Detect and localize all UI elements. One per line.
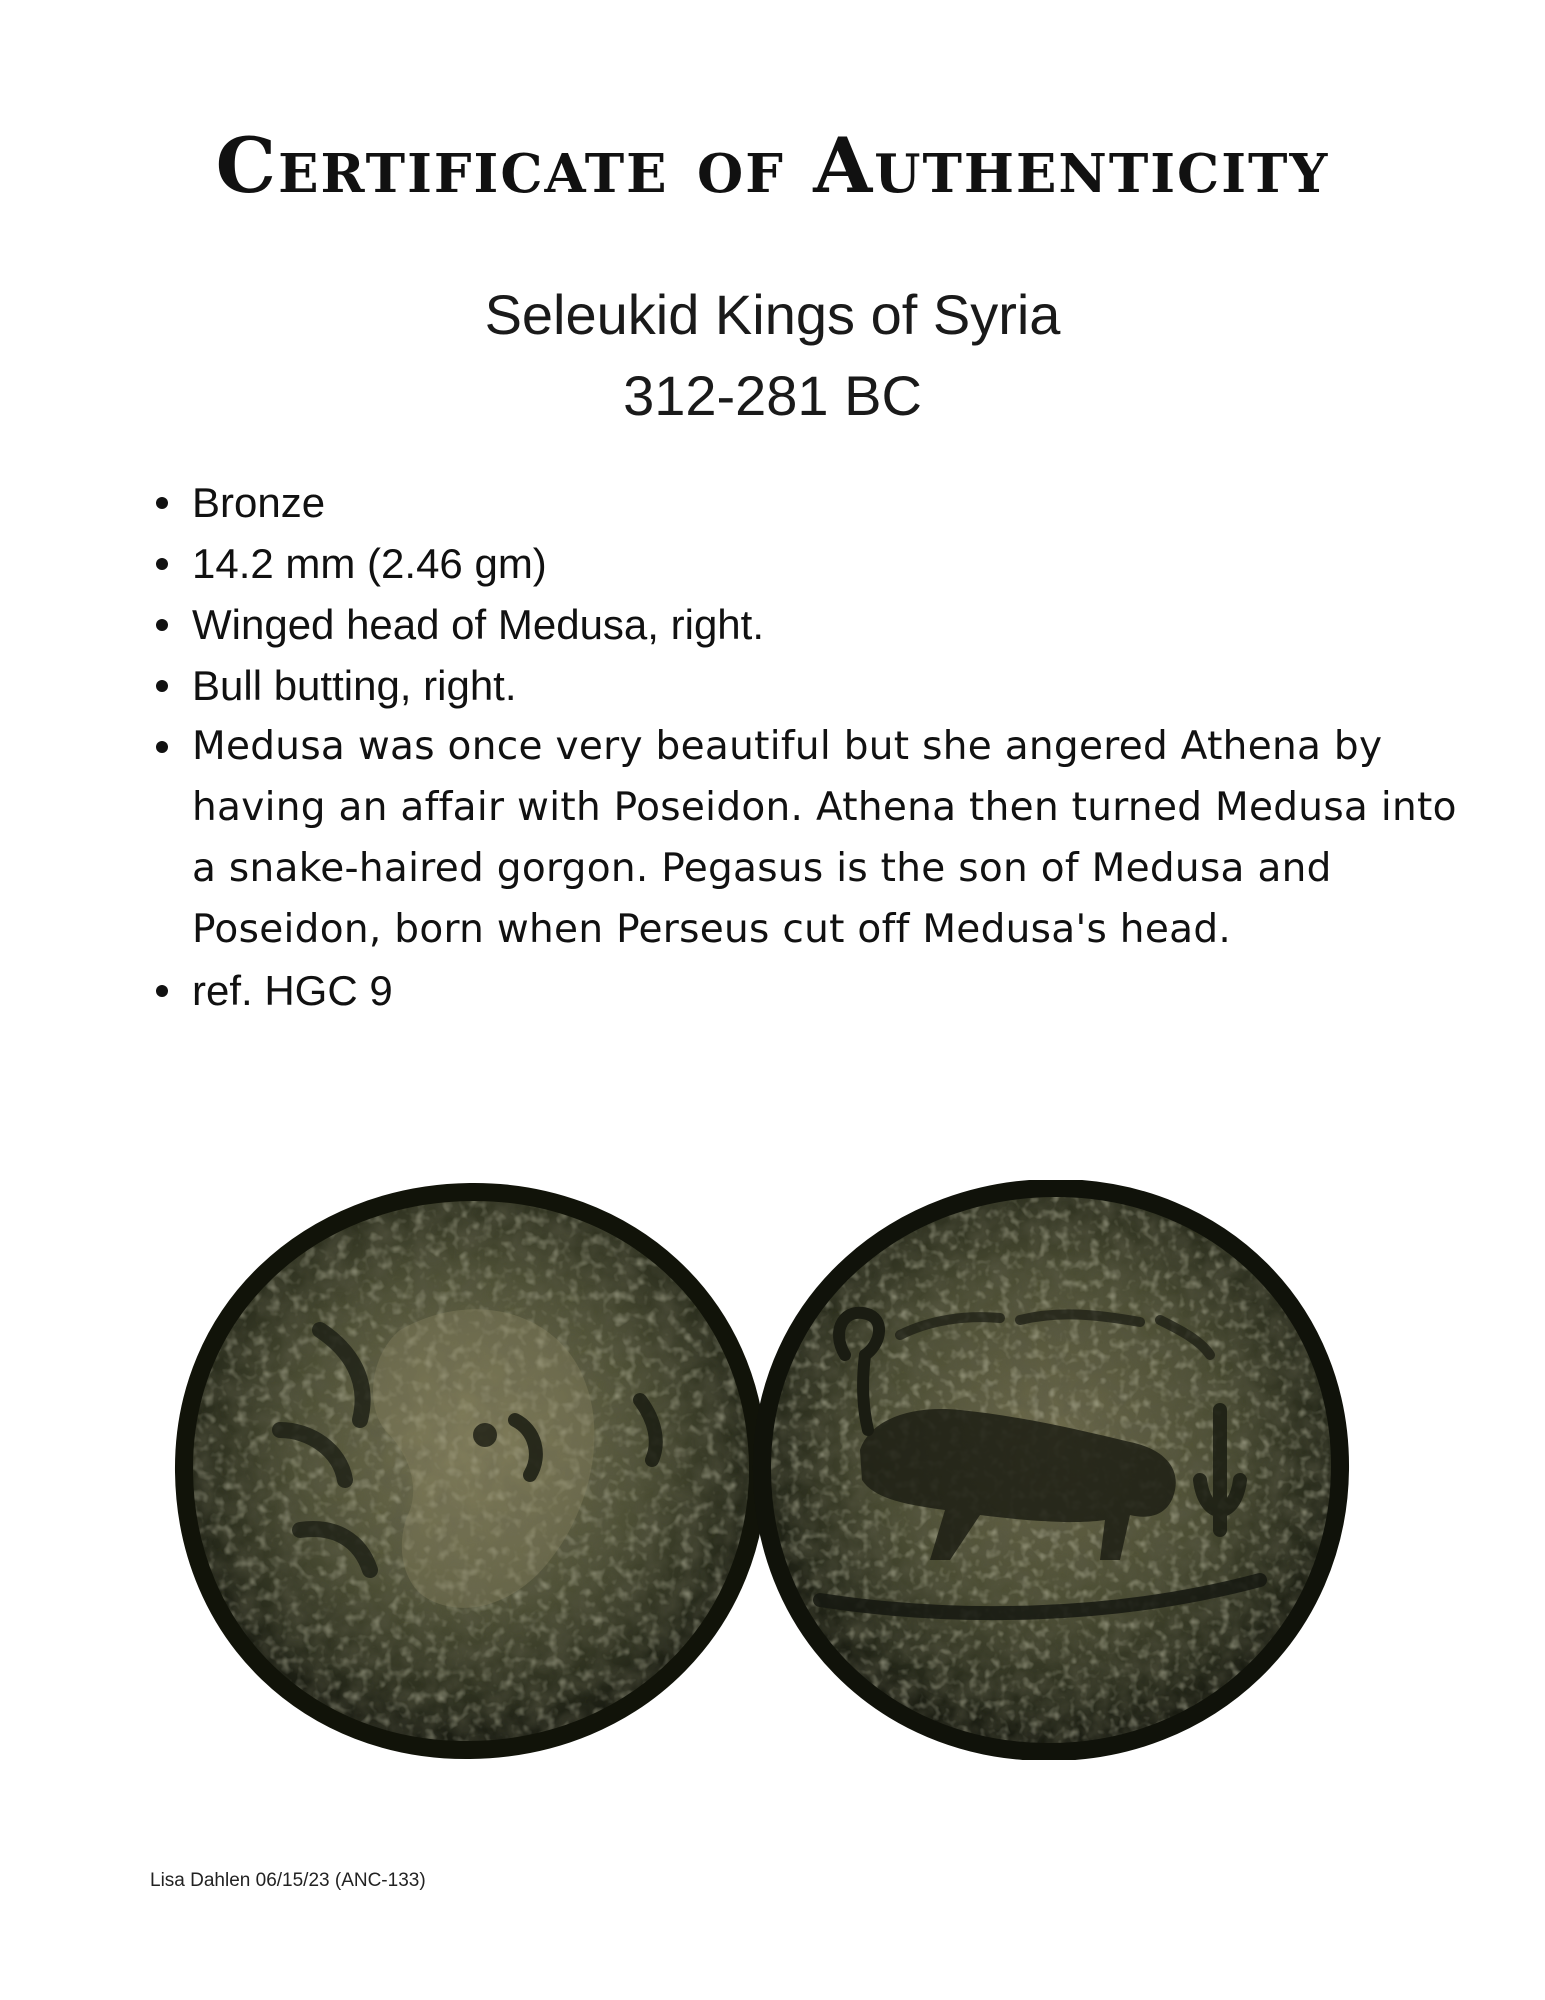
- detail-obverse: Winged head of Medusa, right.: [192, 594, 1462, 655]
- coin-photo: [170, 1180, 1350, 1760]
- detail-reverse: Bull butting, right.: [192, 655, 1462, 716]
- subtitle-dynasty: Seleukid Kings of Syria: [484, 283, 1061, 346]
- details-list: [150, 472, 1462, 1021]
- subtitle-date: 312-281 BC: [623, 364, 922, 427]
- coin-reverse-butting-bull-icon: [750, 1180, 1350, 1760]
- detail-size-weight: 14.2 mm (2.46 gm): [192, 533, 1462, 594]
- footer-signature: Lisa Dahlen 06/15/23 (ANC-133): [150, 1870, 426, 1891]
- certificate-title: Certificate of Authenticity: [215, 121, 1330, 210]
- coin-obverse-medusa-head-icon: [170, 1180, 770, 1760]
- detail-metal: Bronze: [192, 472, 1462, 533]
- detail-reference: ref. HGC 9: [192, 960, 1462, 1021]
- detail-description: Medusa was once very beautiful but she angered Athena by having an affair with Poseidon. Athena then turned Medusa into a snake-haired gorgon. Pegasus is the son of Medusa and Poseidon, born when Perseus cut off Medusa's head.: [192, 716, 1462, 960]
